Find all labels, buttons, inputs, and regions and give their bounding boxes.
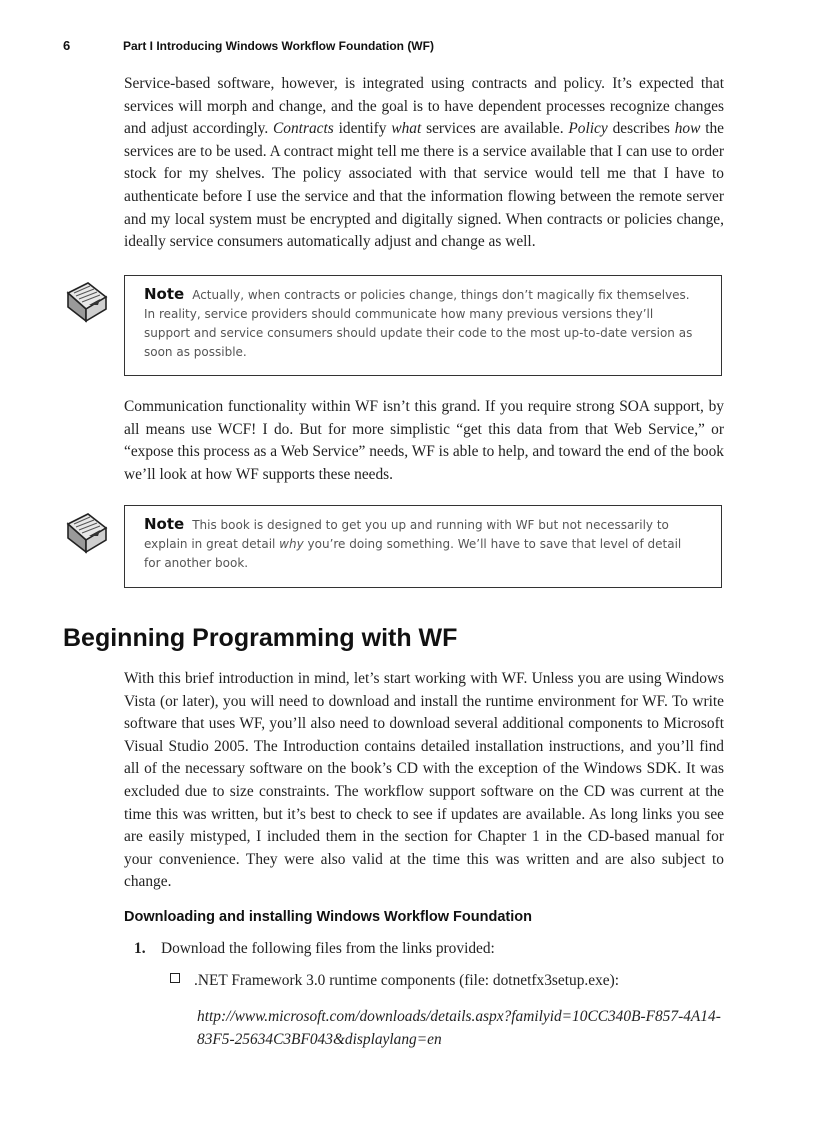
note-pad-icon [62,510,108,554]
emphasis-policy: Policy [568,120,608,138]
bullet-text: .NET Framework 3.0 runtime components (file: dotnetfx3setup.exe): [194,972,619,989]
subsection-heading: Downloading and installing Windows Workflow Foundation [124,909,532,925]
note-callout [124,275,722,376]
emphasis-how: how [674,120,701,138]
paragraph-introduction: With this brief introduction in mind, let’s start working with WF. Unless you are using Windows Vista (or later), you will need to download and install the runtime environment for WF. To write software that uses WF, you’ll also need to download several additional components to Microsoft Visual Studio 2005. The Introduction contains detailed installation instructions, and you’ll find all of the necessary software on the book’s CD with the exception of the Windows SDK. It was excluded due to size constraints. The workflow support software on the CD was current at the time this was written, but it’s best to check to see if updates are available. As long links you see are easily mistyped, I included them in the section for Chapter 1 in the CD-based manual for your convenience. They were also valid at the time this was written and are also subject to change. [124,670,724,891]
step-number: 1. [134,940,146,957]
note-text: you’re doing something. We’ll have to save that level of detail for another book. [144,537,682,570]
step-text: Download the following files from the links provided: [161,940,495,957]
note-text: Actually, when contracts or policies change, things don’t magically fix themselves. In reality, service providers should communicate how many previous versions they’ll support and service consumers should update their code to the most up-to-date version as soon as possible. [144,288,693,359]
paragraph-service-based [124,73,724,254]
note-text: This book is designed to get you up and running with WF but not necessarily to explain in great detail [144,518,669,551]
numbered-step [134,938,734,960]
checkbox-bullet-icon [170,973,180,983]
note-label: Note [144,515,185,533]
paragraph-text: the services are to be used. A contract might tell me there is a service available that I can use to order stock for my shelves. The policy associated with that service would tell me that I have to authenticate before I use the service and that the information flowing between the remote server and my local system must be encrypted and digitally signed. When contracts or policies change, ideally service consumers automatically adjust and change as well. [124,120,724,251]
emphasis-contracts: Contracts [273,120,334,138]
paragraph-text: identify [333,120,392,138]
paragraph-text: services are available. [421,120,569,138]
section-heading: Beginning Programming with WF [63,624,458,652]
paragraph-text: describes [607,120,675,138]
emphasis-what: what [391,120,422,138]
note-callout [124,505,722,588]
running-header [63,38,763,56]
note-label: Note [144,285,185,303]
download-url[interactable]: http://www.microsoft.com/downloads/details.aspx?familyid=10CC340B-F857-4A14-83F5-25634C3BF043&displaylang=en [197,1008,721,1048]
bullet-item [170,970,740,992]
paragraph-communication: Communication functionality within WF isn’t this grand. If you require strong SOA support, by all means use WCF! I do. But for more simplistic “get this data from that Web Service,” or “expose this process as a Web Service” needs, WF is able to help, and toward the end of the book we’ll look at how WF supports these needs. [124,398,724,483]
emphasis-why: why [279,537,304,551]
paragraph-text: Service-based software, however, is integrated using contracts and policy. It’s expected that services will morph and change, and the goal is to have dependent processes recognize changes and adjust accordingly. [124,75,724,138]
page-number: 6 [63,38,71,53]
note-pad-icon [62,279,108,323]
running-title: Part I Introducing Windows Workflow Foundation (WF) [123,39,434,53]
